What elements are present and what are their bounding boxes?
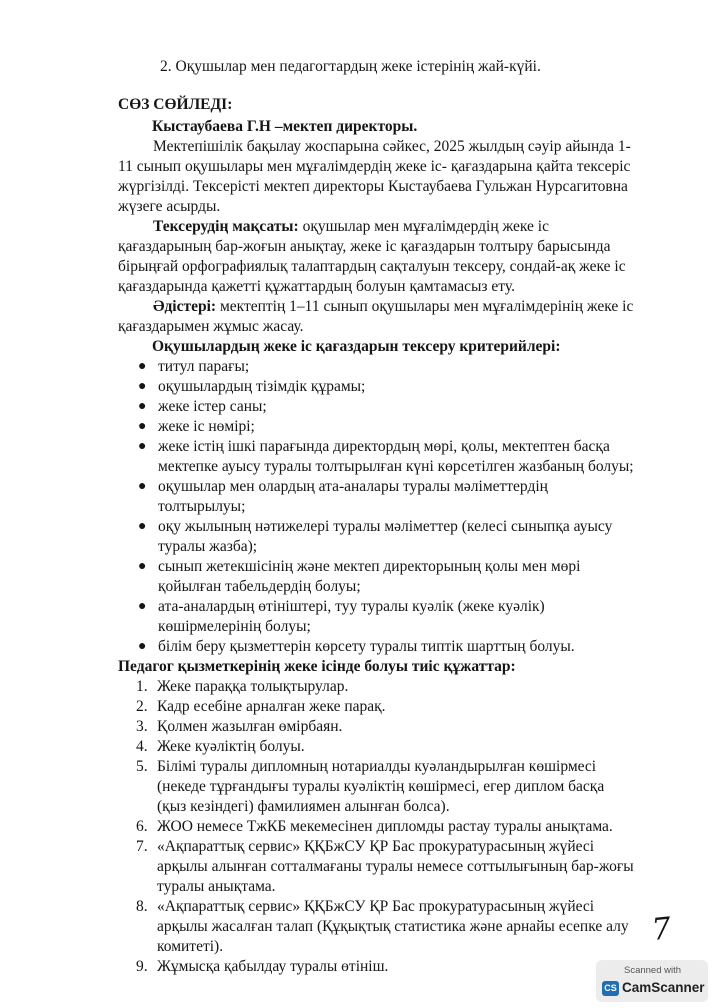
- criteria-item: оқу жылының нәтижелері туралы мәліметтер (келесі сыныпқа ауысу: [158, 518, 613, 535]
- criteria-item: ата-аналардың өтініштері, туу туралы куәлік (жеке куәлік): [158, 598, 545, 615]
- list-number: 6.: [136, 818, 148, 835]
- criteria-item-continued: туралы жазба);: [158, 538, 258, 555]
- method-line: қағаздарымен жұмыс жасау.: [118, 318, 304, 335]
- criteria-item: жеке іс нөмірі;: [158, 418, 255, 435]
- method-first-line: [153, 297, 633, 317]
- intro-line: 11 сынып оқушылары мен мұғалімдердің жеке іс- қағаздарына қайта тексеріс: [118, 158, 631, 175]
- docs-item-continued: арқылы алынған сотталмағаны туралы немесе соттылығының бар-жоғы: [157, 858, 634, 875]
- bullet-icon: ●: [138, 479, 147, 494]
- docs-item-continued: (некеде тұрғандығы туралы куәліктің көшірмесі, егер диплом басқа: [157, 778, 605, 795]
- criteria-item: оқушылар мен олардың ата-аналары туралы мәліметтердің: [158, 478, 548, 495]
- docs-item-continued: арқылы жасалған талап (Құқықтық статистика және арнайы есепке алу: [157, 918, 629, 935]
- purpose-text: оқушылар мен мұғалімдердің жеке іс: [298, 218, 549, 235]
- criteria-title: Оқушылардың жеке іс қағаздарын тексеру критерийлері:: [152, 338, 561, 355]
- bullet-icon: ●: [138, 559, 147, 574]
- docs-item: «Ақпараттық сервис» ҚҚБжСУ ҚР Бас прокуратурасының жүйесі: [157, 838, 595, 855]
- bullet-icon: ●: [138, 419, 147, 434]
- criteria-item: білім беру қызметтерін көрсету туралы типтік шарттың болуы.: [158, 638, 575, 655]
- list-number: 5.: [136, 758, 148, 775]
- docs-item: Жеке куәліктің болуы.: [157, 738, 305, 755]
- docs-item: Жеке параққа толықтырулар.: [157, 678, 349, 695]
- criteria-item: титул парағы;: [158, 358, 250, 375]
- criteria-item: оқушылардың тізімдік құрамы;: [158, 378, 366, 395]
- section-heading: СӨЗ СӨЙЛЕДІ:: [118, 96, 233, 113]
- intro-line: Мектепішілік бақылау жоспарына сәйкес, 2025 жылдың сәуір айында 1-: [153, 138, 631, 155]
- agenda-item-2: 2. Оқушылар мен педагогтардың жеке істерінің жай-күйі.: [160, 58, 541, 75]
- intro-line: жүзеге асырды.: [118, 198, 221, 215]
- docs-item-continued: туралы анықтама.: [157, 878, 276, 895]
- docs-item: «Ақпараттық сервис» ҚҚБжСУ ҚР Бас прокуратурасының жүйесі: [157, 898, 595, 915]
- purpose-label: Тексерудің мақсаты:: [153, 218, 299, 235]
- list-number: 9.: [136, 958, 148, 975]
- criteria-item-continued: көшірмелерінің болуы;: [158, 618, 311, 635]
- bullet-icon: ●: [138, 379, 147, 394]
- scanned-with-label: Scanned with: [624, 965, 682, 976]
- camscanner-logo-icon: CS: [602, 981, 619, 996]
- purpose-line: қағаздарында қажетті құжаттардың болуын қамтамасыз ету.: [118, 278, 515, 295]
- criteria-item: жеке істің ішкі парағында директордың мөрі, қолы, мектептен басқа: [158, 438, 610, 455]
- camscanner-badge: [596, 960, 708, 1002]
- purpose-first-line: [153, 217, 640, 237]
- criteria-item: сынып жетекшісінің және мектеп директорының қолы мен мөрі: [158, 558, 581, 575]
- docs-item: Жұмысқа қабылдау туралы өтініш.: [157, 958, 389, 975]
- docs-item: ЖОО немесе ТжКБ мекемесінен дипломды растау туралы анықтама.: [157, 818, 613, 835]
- list-number: 2.: [136, 698, 148, 715]
- bullet-icon: ●: [138, 439, 147, 454]
- camscanner-brand: CamScanner: [622, 980, 705, 995]
- docs-item: Білімі туралы дипломның нотариалды куәландырылған көшірмесі: [157, 758, 597, 775]
- docs-title: Педагог қызметкерінің жеке ісінде болуы тиіс құжаттар:: [118, 658, 516, 675]
- criteria-item-continued: қойылған табельдердің болуы;: [158, 578, 361, 595]
- list-number: 8.: [136, 898, 148, 915]
- docs-item: Қолмен жазылған өмірбаян.: [157, 718, 343, 735]
- speaker-line: Кыстаубаева Г.Н –мектеп директоры.: [152, 118, 418, 135]
- purpose-line: қағаздарының бар-жоғын анықтау, жеке іс қағаздарын толтыру барысында: [118, 238, 611, 255]
- docs-item: Кадр есебіне арналған жеке парақ.: [157, 698, 386, 715]
- intro-line: жүргізілді. Тексерісті мектеп директоры Кыстаубаева Гульжан Нурсагитовна: [118, 178, 628, 195]
- list-number: 1.: [136, 678, 148, 695]
- bullet-icon: ●: [138, 599, 147, 614]
- criteria-item-continued: мектепке ауысу туралы толтырылған күні көрсетілген жазбаның болуы;: [158, 458, 634, 475]
- list-number: 7.: [136, 838, 148, 855]
- method-label: Әдістері:: [153, 298, 217, 315]
- purpose-line: бірыңғай орфографиялық талаптардың сақталуын тексеру, сондай-ақ жеке іс: [118, 258, 626, 275]
- bullet-icon: ●: [138, 359, 147, 374]
- method-text: мектептің 1–11 сынып оқушылары мен мұғалімдерінің жеке іс: [216, 298, 634, 315]
- criteria-item-continued: толтырылуы;: [158, 498, 246, 515]
- bullet-icon: ●: [138, 399, 147, 414]
- docs-item-continued: (қыз кезіндегі) фамилиямен алынған болса).: [157, 798, 450, 815]
- handwritten-page-number: 7: [650, 911, 673, 948]
- bullet-icon: ●: [138, 519, 147, 534]
- bullet-icon: ●: [138, 639, 147, 654]
- list-number: 4.: [136, 738, 148, 755]
- docs-item-continued: комитеті).: [157, 938, 224, 955]
- criteria-item: жеке істер саны;: [158, 398, 267, 415]
- list-number: 3.: [136, 718, 148, 735]
